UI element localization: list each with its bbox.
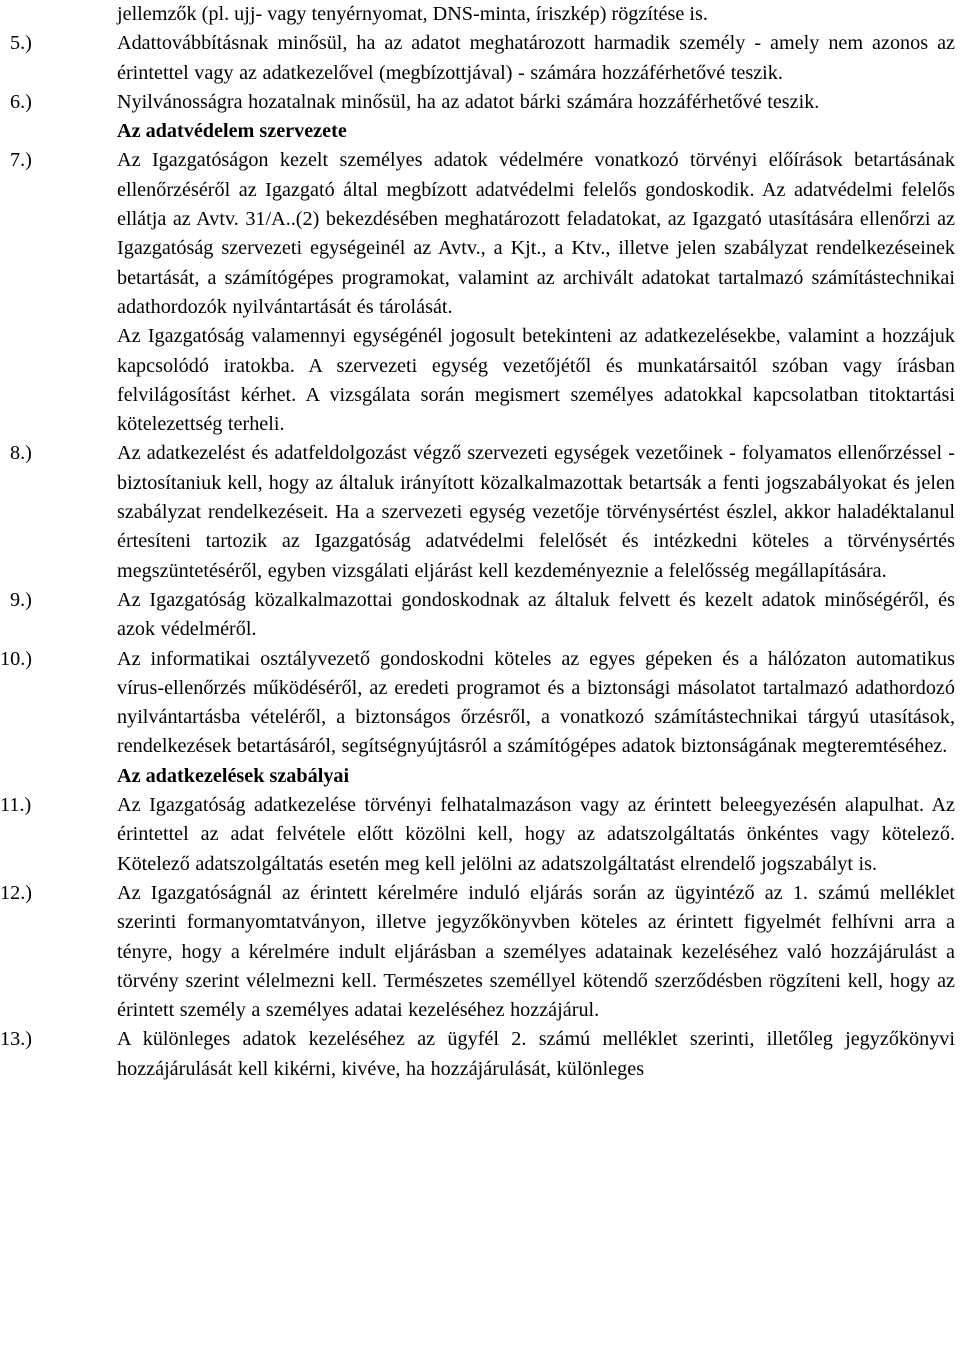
section-paragraph: Az informatikai osztályvezető gondoskodni köteles az egyes gépeken és a hálózaton automatikus vírus-ellenőrzés működéséről, az eredeti programot és a biztonsági másolatot tartalmazó adathordozó nyilvántartásba vételéről, a biztonságos őrzésről, a vonatkozó számítástechnikai tárgyú utasítások, rendelkezések betartásáról, segítségnyújtásról a számítógépes adatok biztonságának megteremtéséhez. xyxy=(117,647,955,758)
section-5 xyxy=(0,29,960,88)
section-number: 5.) xyxy=(10,32,32,55)
section-number: 12.) xyxy=(0,881,32,904)
section-paragraph: Az Igazgatóság közalkalmazottai gondoskodnak az általuk felvett és kezelt adatok minőségéről, és azok védelméről. xyxy=(117,588,955,641)
section-8 xyxy=(0,439,960,585)
section-7 xyxy=(0,146,960,439)
section-text: Az Igazgatóság adatkezelése törvényi felhatalmazáson vagy az érintett beleegyezésén alapulhat. Az érintettel az adat felvétele előtt közölni kell, hogy az adatszolgáltatás önkéntes vagy kötelező. Kötelező adatszolgáltatás esetén meg kell jelölni az adatszolgáltatást elrendelő jogszabályt is. xyxy=(117,794,955,875)
section-number: 11.) xyxy=(0,794,32,817)
section-number: 13.) xyxy=(0,1028,32,1051)
section-number: 10.) xyxy=(0,647,32,670)
section-number: 6.) xyxy=(10,90,32,113)
section-paragraph: Az adatkezelést és adatfeldolgozást végző szervezeti egységek vezetőinek - folyamatos ellenőrzéssel - biztosítaniuk kell, hogy az általuk irányított közalkalmazottak betartsák a fenti jogszabályokat és jelen szabályzat rendelkezéseit. Ha a szervezeti egység vezetője törvénysértést észlel, akkor haladéktalanul értesíteni tartozik az Igazgatóság adatvédelmi felelősét és intézkedni köteles a törvénysértés megszüntetéséről, egyben vizsgálati eljárást kell kezdeményeznie a felelősség megállapítására. xyxy=(117,442,955,582)
section-text: Nyilvánosságra hozatalnak minősül, ha az adatot bárki számára hozzáférhetővé teszik. xyxy=(117,90,820,113)
section-text: Adattovábbításnak minősül, ha az adatot meghatározott harmadik személy - amely nem azonos az érintettel vagy az adatkezelővel (megbízottjával) - számára hozzáférhetővé teszik. xyxy=(117,32,955,84)
section-number: 8.) xyxy=(10,442,32,465)
section-paragraph: Az Igazgatóságon kezelt személyes adatok védelmére vonatkozó törvényi előírások betartásának ellenőrzéséről az Igazgató által megbízott adatvédelmi felelős gondoskodik. Az adatvédelmi felelős ellátja az Avtv. 31/A..(2) bekezdésében meghatározott feladatokat, az Igazgató utasítására ellenőrzi az Igazgatóság szervezeti egységeinél az Avtv., a Kjt., a Ktv., illetve jelen szabályzat rendelkezéseinek betartását, a számítógépes programokat, valamint az archivált adatokat tartalmazó számítástechnikai adathordozók nyilvántartását és tárolását. xyxy=(117,149,955,318)
section-11 xyxy=(0,791,960,879)
section-text: A különleges adatok kezeléséhez az ügyfél 2. számú melléklet szerinti, illetőleg jegyzőkönyvi hozzájárulását kell kikérni, kivéve, ha hozzájárulását, különleges xyxy=(117,1028,955,1080)
section-number: 9.) xyxy=(10,588,32,611)
section-9 xyxy=(0,586,960,645)
section-text: Az Igazgatóságnál az érintett kérelmére induló eljárás során az ügyintéző az 1. számú melléklet szerinti formanyomtatványon, illetve jegyzőkönyvben köteles az érintett figyelmét felhívni arra a tényre, hogy a kérelmére indult eljárásban a személyes adatainak kezeléséhez való hozzájárulást a törvény szerint vélelmezni kell. Természetes személlyel kötendő szerződésben rögzíteni kell, hogy az érintett személy a személyes adatai kezeléséhez hozzájárul. xyxy=(117,881,955,1022)
heading-adatvedelem-szervezete: Az adatvédelem szervezete xyxy=(117,120,347,143)
section-10 xyxy=(0,645,960,762)
lead-line: jellemzők (pl. ujj- vagy tenyérnyomat, DNS-minta, íriszkép) rögzítése is. xyxy=(117,3,708,25)
section-12 xyxy=(0,879,960,1025)
section-13 xyxy=(0,1025,960,1084)
section-number: 7.) xyxy=(10,149,32,172)
heading-adatkezelesek-szabalyai: Az adatkezelések szabályai xyxy=(117,764,350,787)
section-6 xyxy=(0,88,960,117)
section-paragraph: Az Igazgatóság valamennyi egységénél jogosult betekinteni az adatkezelésekbe, valamint a hozzájuk kapcsolódó iratokba. A szervezeti egység vezetőjétől és munkatársaitól szóban vagy írásban felvilágosítást kérhet. A vizsgálata során megismert személyes adatokkal kapcsolatban titoktartási kötelezettség terheli. xyxy=(117,325,955,436)
